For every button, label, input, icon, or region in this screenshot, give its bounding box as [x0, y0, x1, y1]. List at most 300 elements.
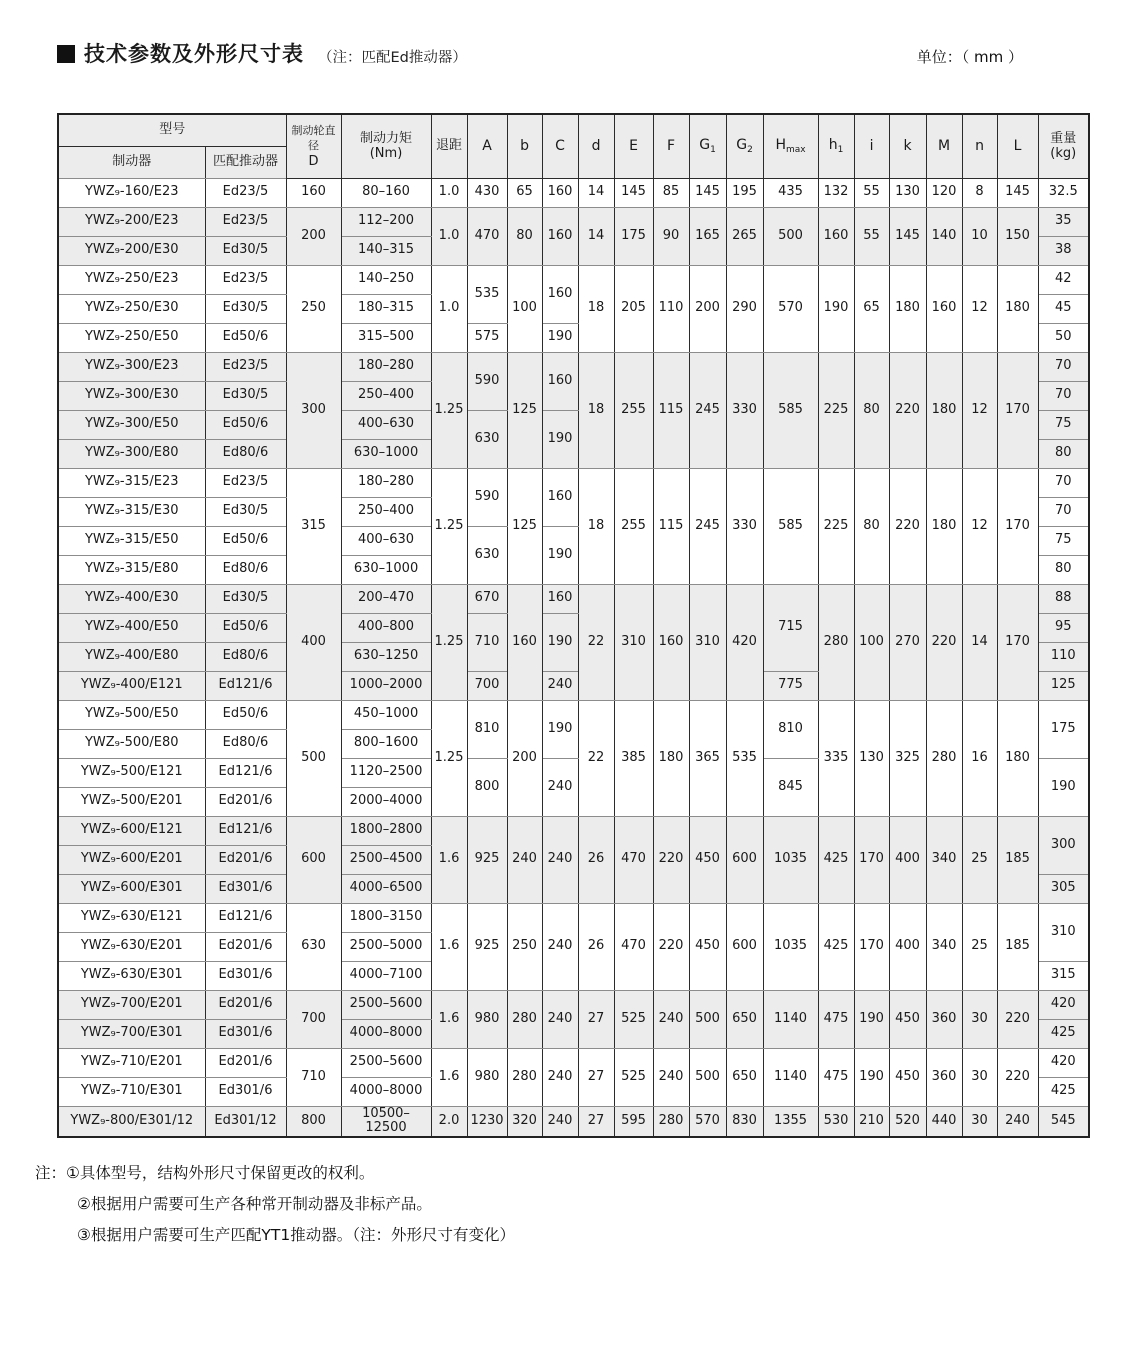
cell-A: 980	[467, 1048, 507, 1106]
cell-G1: 450	[689, 816, 726, 903]
cell-torque: 10500–12500	[341, 1106, 431, 1137]
cell-A: 535	[467, 265, 507, 323]
spec-row	[58, 468, 1089, 497]
cell-H: 1355	[763, 1106, 818, 1137]
cell-torque: 1800–2800	[341, 816, 431, 845]
cell-torque: 180–315	[341, 294, 431, 323]
cell-gap: 1.0	[431, 265, 467, 352]
cell-thruster: Ed23/5	[205, 178, 286, 207]
cell-G1: 450	[689, 903, 726, 990]
cell-h1: 475	[818, 990, 854, 1048]
cell-C: 190	[542, 323, 578, 352]
cell-d: 26	[578, 903, 614, 990]
note-line	[35, 1189, 1085, 1220]
cell-M: 340	[926, 903, 962, 990]
cell-k: 450	[889, 1048, 926, 1106]
spec-table	[57, 113, 1090, 1138]
cell-torque: 400–630	[341, 526, 431, 555]
header-dim-n: n	[962, 114, 997, 178]
cell-L: 170	[997, 468, 1038, 584]
cell-H: 1035	[763, 816, 818, 903]
header-torque: 制动力矩 (Nm)	[341, 114, 431, 178]
note-line	[35, 1158, 1085, 1189]
cell-i: 210	[854, 1106, 889, 1137]
cell-L: 220	[997, 1048, 1038, 1106]
cell-G2: 330	[726, 468, 763, 584]
cell-brake-model: YWZ₉-300/E30	[58, 381, 205, 410]
cell-torque: 630–1000	[341, 439, 431, 468]
cell-A: 800	[467, 758, 507, 816]
cell-L: 220	[997, 990, 1038, 1048]
cell-k: 145	[889, 207, 926, 265]
notes	[35, 1158, 1085, 1251]
cell-A: 1230	[467, 1106, 507, 1137]
cell-b: 250	[507, 903, 542, 990]
cell-C: 240	[542, 1048, 578, 1106]
cell-diameter: 315	[286, 468, 341, 584]
cell-torque: 450–1000	[341, 700, 431, 729]
spec-row	[58, 352, 1089, 381]
cell-h1: 335	[818, 700, 854, 816]
cell-b: 125	[507, 468, 542, 584]
header-dim-A: A	[467, 114, 507, 178]
cell-gap: 1.25	[431, 700, 467, 816]
header-dim-i: i	[854, 114, 889, 178]
cell-b: 280	[507, 990, 542, 1048]
cell-F: 160	[653, 584, 689, 700]
cell-k: 325	[889, 700, 926, 816]
cell-G1: 570	[689, 1106, 726, 1137]
spec-row	[58, 584, 1089, 613]
cell-W: 95	[1038, 613, 1089, 642]
header-dim-d: d	[578, 114, 614, 178]
cell-brake-model: YWZ₉-160/E23	[58, 178, 205, 207]
cell-thruster: Ed301/6	[205, 961, 286, 990]
spec-row	[58, 265, 1089, 294]
cell-n: 30	[962, 990, 997, 1048]
header-dim-E: E	[614, 114, 653, 178]
cell-brake-model: YWZ₉-250/E30	[58, 294, 205, 323]
cell-brake-model: YWZ₉-300/E23	[58, 352, 205, 381]
cell-brake-model: YWZ₉-600/E301	[58, 874, 205, 903]
cell-brake-model: YWZ₉-400/E80	[58, 642, 205, 671]
cell-n: 12	[962, 468, 997, 584]
header-thruster: 匹配推动器	[205, 146, 286, 178]
cell-M: 180	[926, 352, 962, 468]
cell-A: 430	[467, 178, 507, 207]
cell-A: 575	[467, 323, 507, 352]
cell-W: 315	[1038, 961, 1089, 990]
cell-G2: 600	[726, 903, 763, 990]
cell-diameter: 200	[286, 207, 341, 265]
cell-M: 120	[926, 178, 962, 207]
cell-W: 425	[1038, 1019, 1089, 1048]
cell-torque: 630–1000	[341, 555, 431, 584]
cell-W: 70	[1038, 381, 1089, 410]
cell-brake-model: YWZ₉-800/E301/12	[58, 1106, 205, 1137]
cell-W: 545	[1038, 1106, 1089, 1137]
cell-k: 220	[889, 352, 926, 468]
cell-h1: 280	[818, 584, 854, 700]
cell-H: 715	[763, 584, 818, 671]
title-bullet-square-icon	[57, 45, 75, 63]
cell-E: 595	[614, 1106, 653, 1137]
cell-i: 80	[854, 468, 889, 584]
note-line	[35, 1220, 1085, 1251]
cell-W: 32.5	[1038, 178, 1089, 207]
cell-W: 420	[1038, 1048, 1089, 1077]
cell-brake-model: YWZ₉-400/E50	[58, 613, 205, 642]
cell-thruster: Ed80/6	[205, 555, 286, 584]
cell-G2: 195	[726, 178, 763, 207]
cell-W: 305	[1038, 874, 1089, 903]
cell-C: 160	[542, 468, 578, 526]
cell-diameter: 630	[286, 903, 341, 990]
cell-L: 150	[997, 207, 1038, 265]
cell-W: 300	[1038, 816, 1089, 874]
cell-thruster: Ed50/6	[205, 526, 286, 555]
cell-torque: 800–1600	[341, 729, 431, 758]
cell-thruster: Ed201/6	[205, 1048, 286, 1077]
cell-k: 520	[889, 1106, 926, 1137]
cell-h1: 425	[818, 816, 854, 903]
cell-brake-model: YWZ₉-500/E201	[58, 787, 205, 816]
spec-row	[58, 1106, 1089, 1137]
cell-torque: 1000–2000	[341, 671, 431, 700]
cell-F: 220	[653, 816, 689, 903]
cell-thruster: Ed30/5	[205, 381, 286, 410]
cell-k: 400	[889, 903, 926, 990]
header-dim-F: F	[653, 114, 689, 178]
cell-thruster: Ed50/6	[205, 410, 286, 439]
cell-d: 22	[578, 584, 614, 700]
cell-L: 180	[997, 700, 1038, 816]
cell-G1: 500	[689, 990, 726, 1048]
cell-W: 70	[1038, 352, 1089, 381]
cell-C: 240	[542, 990, 578, 1048]
cell-W: 80	[1038, 439, 1089, 468]
header-dim-L: L	[997, 114, 1038, 178]
header-dim-Hmax: $H_{max}$	[763, 114, 818, 178]
cell-n: 25	[962, 816, 997, 903]
cell-W: 38	[1038, 236, 1089, 265]
cell-W: 88	[1038, 584, 1089, 613]
header-dim-M: M	[926, 114, 962, 178]
cell-G2: 330	[726, 352, 763, 468]
cell-thruster: Ed301/6	[205, 1077, 286, 1106]
page-title	[57, 38, 304, 68]
cell-thruster: Ed23/5	[205, 468, 286, 497]
cell-k: 450	[889, 990, 926, 1048]
cell-d: 14	[578, 207, 614, 265]
cell-E: 205	[614, 265, 653, 352]
cell-A: 630	[467, 526, 507, 584]
cell-brake-model: YWZ₉-630/E121	[58, 903, 205, 932]
cell-A: 590	[467, 468, 507, 526]
cell-thruster: Ed30/5	[205, 294, 286, 323]
spec-row	[58, 903, 1089, 932]
cell-L: 180	[997, 265, 1038, 352]
cell-thruster: Ed121/6	[205, 758, 286, 787]
cell-torque: 4000–8000	[341, 1077, 431, 1106]
cell-W: 75	[1038, 410, 1089, 439]
cell-h1: 530	[818, 1106, 854, 1137]
cell-h1: 225	[818, 352, 854, 468]
cell-F: 115	[653, 468, 689, 584]
cell-F: 240	[653, 990, 689, 1048]
cell-brake-model: YWZ₉-600/E201	[58, 845, 205, 874]
cell-thruster: Ed121/6	[205, 816, 286, 845]
cell-C: 190	[542, 410, 578, 468]
cell-W: 110	[1038, 642, 1089, 671]
cell-diameter: 500	[286, 700, 341, 816]
cell-F: 280	[653, 1106, 689, 1137]
cell-H: 1035	[763, 903, 818, 990]
cell-brake-model: YWZ₉-315/E30	[58, 497, 205, 526]
cell-diameter: 250	[286, 265, 341, 352]
cell-n: 12	[962, 352, 997, 468]
title-bar	[57, 38, 1088, 68]
cell-G2: 600	[726, 816, 763, 903]
cell-torque: 200–470	[341, 584, 431, 613]
cell-E: 470	[614, 903, 653, 990]
cell-M: 340	[926, 816, 962, 903]
cell-E: 175	[614, 207, 653, 265]
cell-G1: 310	[689, 584, 726, 700]
cell-H: 810	[763, 700, 818, 758]
cell-gap: 1.25	[431, 584, 467, 700]
cell-torque: 4000–8000	[341, 1019, 431, 1048]
cell-H: 500	[763, 207, 818, 265]
cell-C: 240	[542, 758, 578, 816]
cell-brake-model: YWZ₉-710/E301	[58, 1077, 205, 1106]
cell-gap: 1.6	[431, 903, 467, 990]
cell-F: 220	[653, 903, 689, 990]
cell-C: 240	[542, 671, 578, 700]
cell-A: 710	[467, 613, 507, 671]
cell-E: 525	[614, 990, 653, 1048]
cell-F: 110	[653, 265, 689, 352]
cell-G1: 245	[689, 352, 726, 468]
cell-gap: 2.0	[431, 1106, 467, 1137]
cell-H: 1140	[763, 990, 818, 1048]
cell-torque: 400–630	[341, 410, 431, 439]
cell-i: 100	[854, 584, 889, 700]
cell-gap: 1.0	[431, 178, 467, 207]
cell-b: 100	[507, 265, 542, 352]
cell-torque: 140–315	[341, 236, 431, 265]
cell-i: 55	[854, 207, 889, 265]
cell-i: 170	[854, 903, 889, 990]
cell-E: 310	[614, 584, 653, 700]
spec-row	[58, 178, 1089, 207]
cell-thruster: Ed80/6	[205, 642, 286, 671]
cell-M: 440	[926, 1106, 962, 1137]
cell-G1: 145	[689, 178, 726, 207]
cell-C: 190	[542, 613, 578, 671]
cell-H: 775	[763, 671, 818, 700]
cell-H: 1140	[763, 1048, 818, 1106]
unit-label: 单位：（ mm ）	[916, 48, 1023, 66]
cell-d: 26	[578, 816, 614, 903]
cell-A: 590	[467, 352, 507, 410]
cell-thruster: Ed30/5	[205, 584, 286, 613]
cell-L: 185	[997, 816, 1038, 903]
cell-brake-model: YWZ₉-200/E30	[58, 236, 205, 265]
cell-W: 175	[1038, 700, 1089, 758]
header-dim-G2: $G_2$	[726, 114, 763, 178]
cell-n: 16	[962, 700, 997, 816]
cell-torque: 2500–5000	[341, 932, 431, 961]
cell-d: 18	[578, 468, 614, 584]
cell-thruster: Ed80/6	[205, 729, 286, 758]
cell-W: 420	[1038, 990, 1089, 1019]
cell-C: 160	[542, 584, 578, 613]
cell-torque: 180–280	[341, 468, 431, 497]
cell-W: 80	[1038, 555, 1089, 584]
cell-thruster: Ed80/6	[205, 439, 286, 468]
cell-E: 470	[614, 816, 653, 903]
cell-d: 27	[578, 990, 614, 1048]
cell-M: 220	[926, 584, 962, 700]
cell-thruster: Ed301/6	[205, 874, 286, 903]
cell-d: 27	[578, 1106, 614, 1137]
cell-H: 845	[763, 758, 818, 816]
cell-A: 925	[467, 903, 507, 990]
cell-E: 255	[614, 468, 653, 584]
header-diameter: 制动轮直径 D	[286, 114, 341, 178]
cell-W: 70	[1038, 468, 1089, 497]
cell-gap: 1.0	[431, 207, 467, 265]
cell-brake-model: YWZ₉-700/E301	[58, 1019, 205, 1048]
cell-A: 810	[467, 700, 507, 758]
spec-row	[58, 816, 1089, 845]
cell-F: 180	[653, 700, 689, 816]
cell-A: 470	[467, 207, 507, 265]
cell-E: 145	[614, 178, 653, 207]
cell-G1: 500	[689, 1048, 726, 1106]
cell-C: 190	[542, 526, 578, 584]
cell-G1: 245	[689, 468, 726, 584]
spec-row	[58, 1048, 1089, 1077]
cell-b: 240	[507, 816, 542, 903]
spec-row	[58, 207, 1089, 236]
cell-gap: 1.6	[431, 990, 467, 1048]
cell-A: 980	[467, 990, 507, 1048]
cell-C: 160	[542, 352, 578, 410]
cell-brake-model: YWZ₉-200/E23	[58, 207, 205, 236]
cell-torque: 112–200	[341, 207, 431, 236]
note-text: ③根据用户需要可生产匹配YT1推动器。（注：外形尺寸有变化）	[77, 1226, 515, 1244]
cell-n: 25	[962, 903, 997, 990]
cell-thruster: Ed30/5	[205, 236, 286, 265]
cell-thruster: Ed23/5	[205, 265, 286, 294]
cell-L: 170	[997, 352, 1038, 468]
cell-torque: 140–250	[341, 265, 431, 294]
cell-torque: 2000–4000	[341, 787, 431, 816]
cell-brake-model: YWZ₉-500/E50	[58, 700, 205, 729]
cell-brake-model: YWZ₉-400/E121	[58, 671, 205, 700]
cell-h1: 190	[818, 265, 854, 352]
cell-thruster: Ed23/5	[205, 352, 286, 381]
cell-M: 180	[926, 468, 962, 584]
cell-G1: 165	[689, 207, 726, 265]
cell-gap: 1.25	[431, 352, 467, 468]
cell-W: 190	[1038, 758, 1089, 816]
cell-C: 160	[542, 207, 578, 265]
cell-d: 18	[578, 265, 614, 352]
cell-brake-model: YWZ₉-700/E201	[58, 990, 205, 1019]
cell-W: 35	[1038, 207, 1089, 236]
cell-b: 80	[507, 207, 542, 265]
cell-C: 160	[542, 265, 578, 323]
cell-n: 10	[962, 207, 997, 265]
cell-G2: 830	[726, 1106, 763, 1137]
cell-F: 85	[653, 178, 689, 207]
cell-torque: 4000–6500	[341, 874, 431, 903]
cell-i: 130	[854, 700, 889, 816]
cell-A: 700	[467, 671, 507, 700]
cell-k: 220	[889, 468, 926, 584]
cell-W: 50	[1038, 323, 1089, 352]
cell-n: 14	[962, 584, 997, 700]
cell-C: 190	[542, 700, 578, 758]
cell-brake-model: YWZ₉-315/E23	[58, 468, 205, 497]
cell-A: 630	[467, 410, 507, 468]
cell-thruster: Ed201/6	[205, 990, 286, 1019]
cell-W: 125	[1038, 671, 1089, 700]
header-weight: 重量 (kg)	[1038, 114, 1089, 178]
header-dim-h1: $h_1$	[818, 114, 854, 178]
note-prefix: 注：	[35, 1164, 67, 1182]
cell-d: 18	[578, 352, 614, 468]
cell-n: 30	[962, 1106, 997, 1137]
cell-brake-model: YWZ₉-710/E201	[58, 1048, 205, 1077]
cell-h1: 475	[818, 1048, 854, 1106]
cell-H: 435	[763, 178, 818, 207]
cell-k: 130	[889, 178, 926, 207]
cell-b: 65	[507, 178, 542, 207]
header-dim-k: k	[889, 114, 926, 178]
cell-E: 385	[614, 700, 653, 816]
cell-torque: 2500–5600	[341, 1048, 431, 1077]
title-note: （注：匹配Ed推动器）	[318, 50, 467, 66]
cell-thruster: Ed121/6	[205, 903, 286, 932]
cell-torque: 630–1250	[341, 642, 431, 671]
cell-M: 360	[926, 990, 962, 1048]
cell-thruster: Ed201/6	[205, 932, 286, 961]
cell-diameter: 160	[286, 178, 341, 207]
cell-i: 190	[854, 1048, 889, 1106]
cell-brake-model: YWZ₉-300/E80	[58, 439, 205, 468]
cell-G2: 650	[726, 990, 763, 1048]
cell-F: 90	[653, 207, 689, 265]
cell-F: 240	[653, 1048, 689, 1106]
cell-brake-model: YWZ₉-500/E80	[58, 729, 205, 758]
cell-H: 585	[763, 468, 818, 584]
cell-diameter: 300	[286, 352, 341, 468]
cell-k: 180	[889, 265, 926, 352]
cell-G2: 535	[726, 700, 763, 816]
cell-diameter: 800	[286, 1106, 341, 1137]
cell-thruster: Ed121/6	[205, 671, 286, 700]
cell-torque: 180–280	[341, 352, 431, 381]
cell-G1: 365	[689, 700, 726, 816]
cell-L: 240	[997, 1106, 1038, 1137]
cell-b: 280	[507, 1048, 542, 1106]
cell-k: 400	[889, 816, 926, 903]
cell-G2: 420	[726, 584, 763, 700]
